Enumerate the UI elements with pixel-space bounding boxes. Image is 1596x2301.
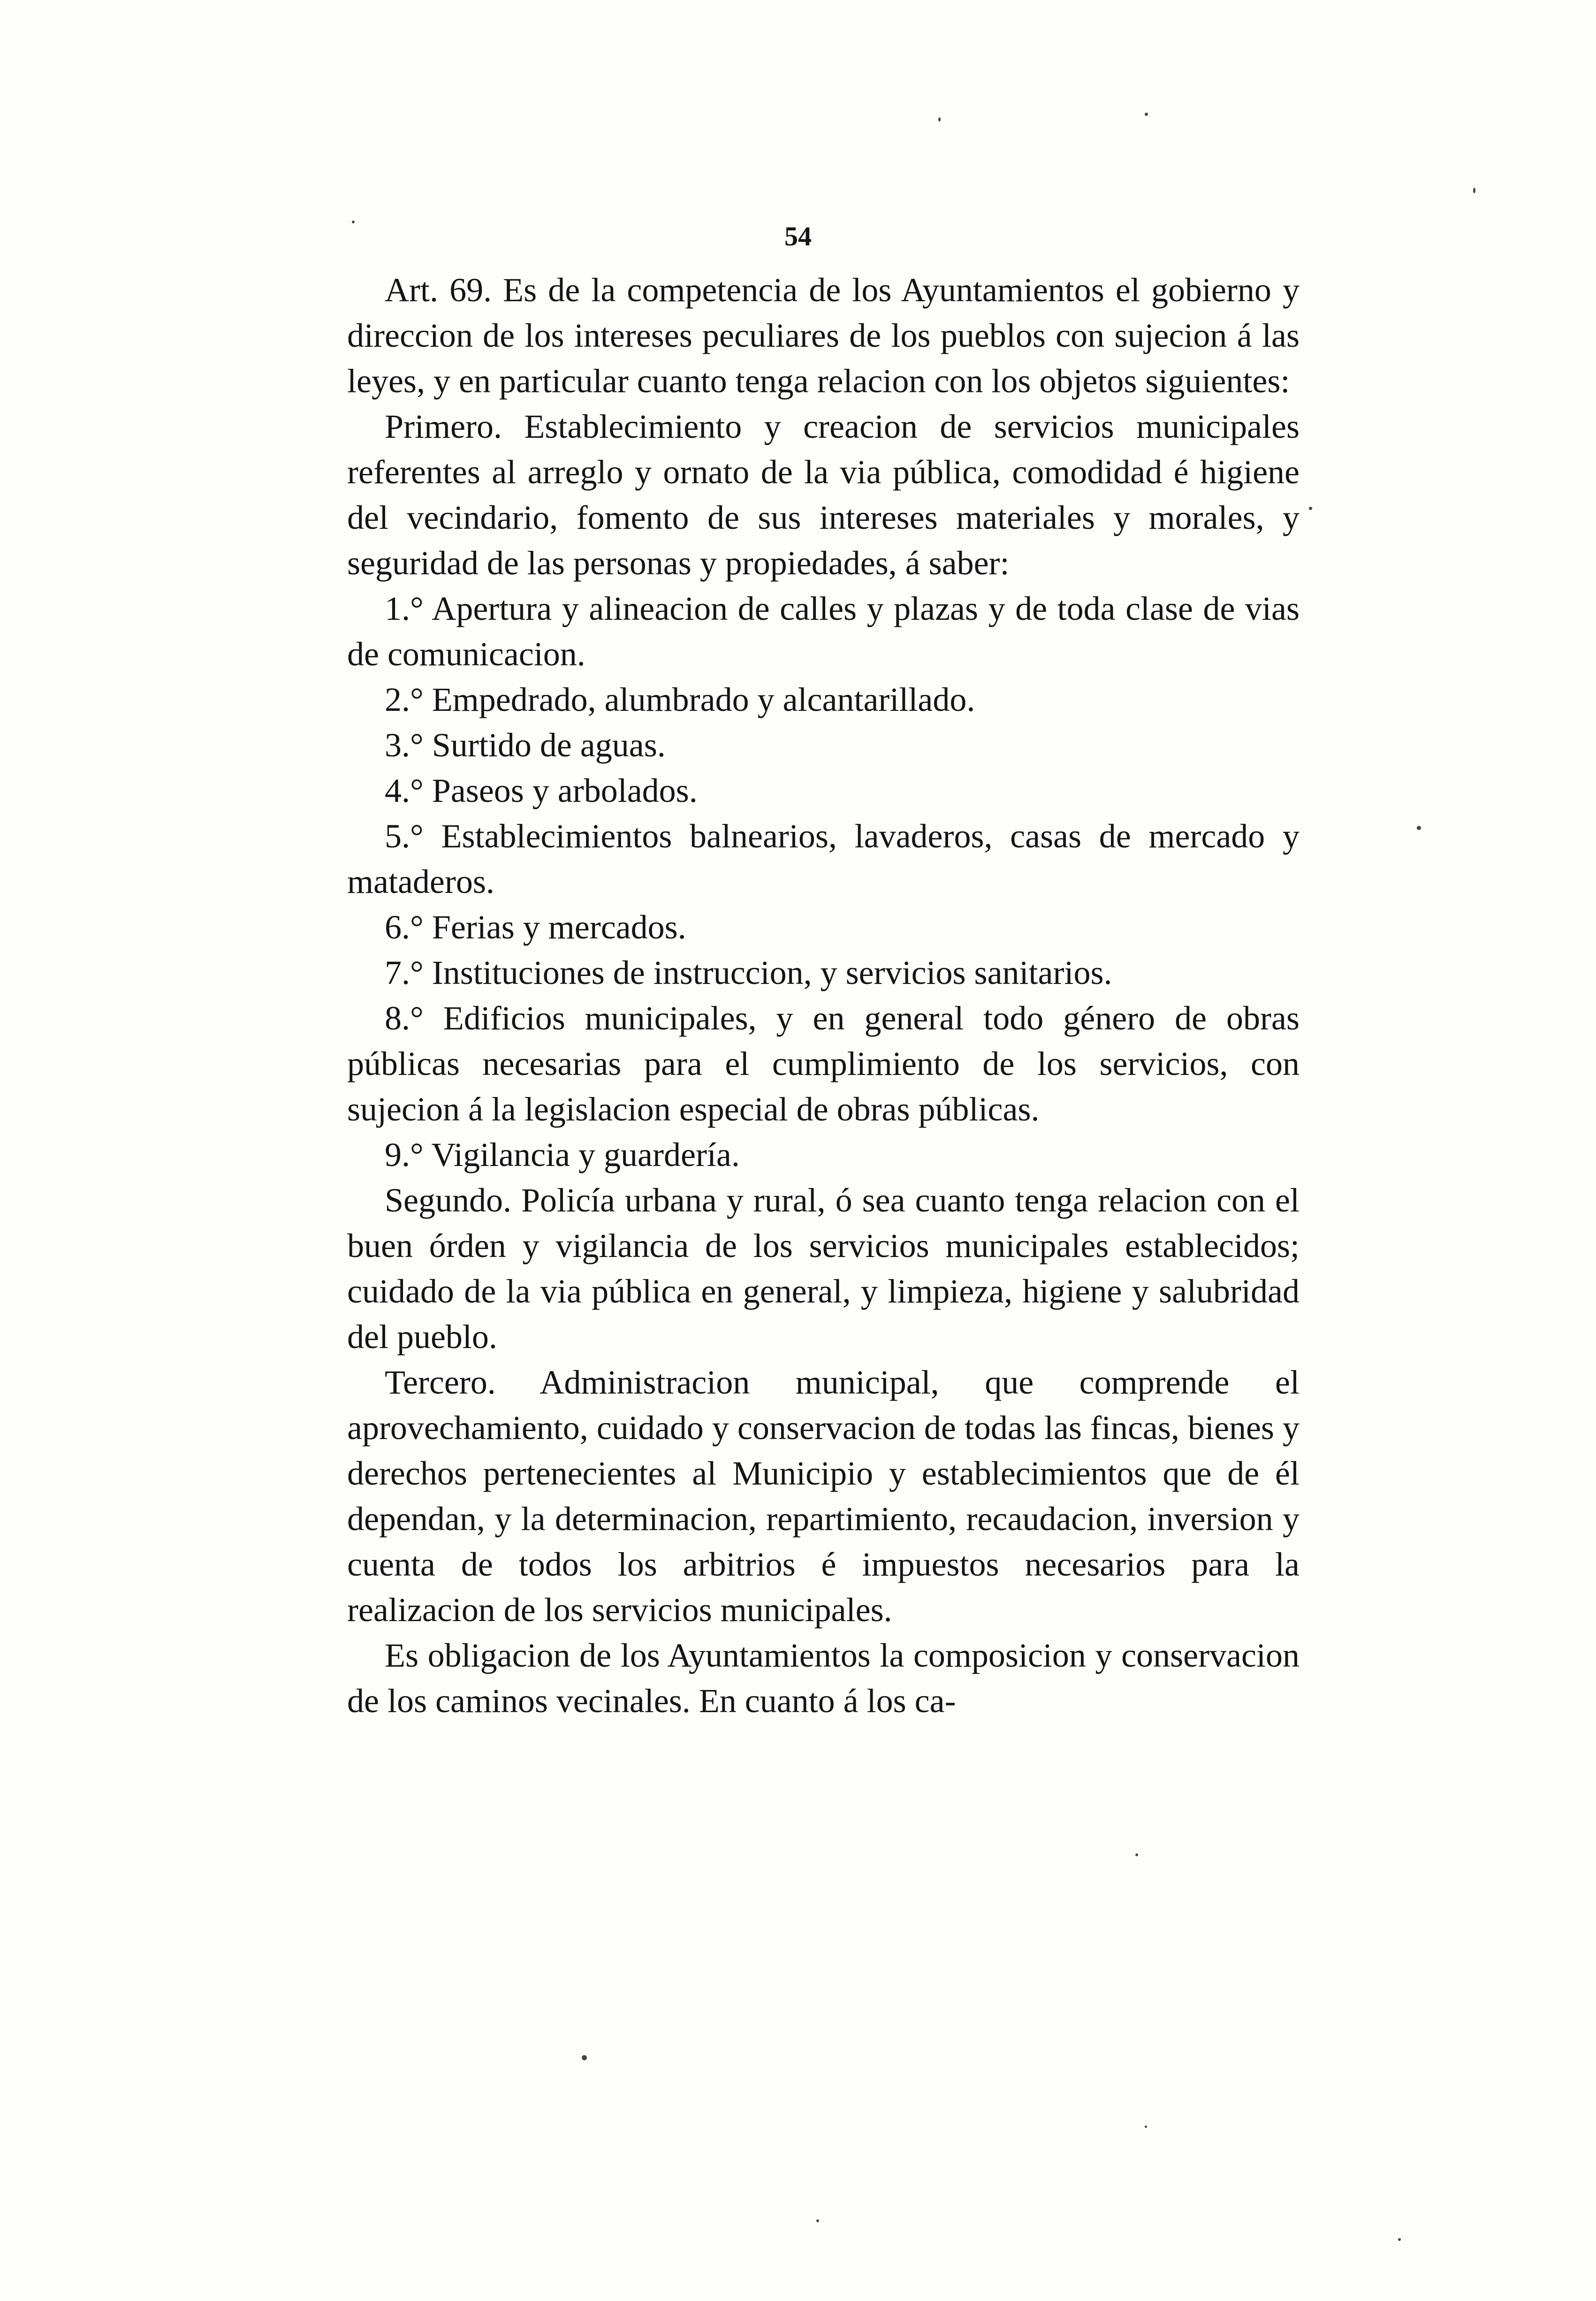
scan-speck — [1145, 2126, 1147, 2128]
primero-paragraph: Primero. Establecimiento y creacion de servicios municipales referentes al arreglo y ornato de la via pública, comodidad é higiene del vecindario, fomento de sus intereses materiales y morales, y seguridad de las personas y propiedades, á saber: — [347, 408, 1300, 582]
scan-speck — [582, 2055, 587, 2060]
scan-speck — [1473, 188, 1475, 193]
list-item: 6.° Ferias y mercados. — [385, 908, 686, 946]
body-text — [347, 267, 1300, 1724]
segundo-paragraph: Segundo. Policía urbana y rural, ó sea cuanto tenga relacion con el buen órden y vigilancia de los servicios municipales establecidos; cuidado de la via pública en general, y limpieza, higiene y salubridad del pueblo. — [347, 1181, 1300, 1356]
article-69-paragraph: Art. 69. Es de la competencia de los Ayuntamientos el gobierno y direccion de los intereses peculiares de los pueblos con sujecion á las leyes, y en particular cuanto tenga relacion con los objetos siguientes: — [347, 271, 1300, 400]
list-item: 5.° Establecimientos balnearios, lavaderos, casas de mercado y mataderos. — [347, 817, 1300, 900]
scan-speck — [1309, 507, 1312, 510]
list-item: 1.° Apertura y alineacion de calles y plazas y de toda clase de vias de comunicacion. — [347, 590, 1300, 673]
list-item: 2.° Empedrado, alumbrado y alcantarillado. — [385, 681, 975, 718]
tercero-paragraph: Tercero. Administracion municipal, que comprende el aprovechamiento, cuidado y conservacion de todas las fincas, bienes y derechos pertenecientes al Municipio y establecimientos que de él dependan, y la determinacion, repartimiento, recaudacion, inversion y cuenta de todos los arbitrios é impuestos necesarios para la realizacion de los servicios municipales. — [347, 1364, 1300, 1629]
page-number: 54 — [784, 221, 812, 251]
scan-speck — [1145, 113, 1148, 116]
list-item: 8.° Edificios municipales, y en general todo género de obras públicas necesarias para el cumplimiento de los servicios, con sujecion á la legislacion especial de obras públicas. — [347, 999, 1300, 1128]
scan-speck — [816, 2219, 819, 2222]
list-item: 4.° Paseos y arbolados. — [385, 772, 698, 809]
list-item: 9.° Vigilancia y guardería. — [385, 1136, 740, 1173]
list-item: 7.° Instituciones de instruccion, y servicios sanitarios. — [385, 954, 1112, 991]
scan-speck — [1417, 826, 1421, 830]
scan-speck — [352, 221, 355, 223]
scan-speck — [938, 117, 941, 122]
list-item: 3.° Surtido de aguas. — [385, 726, 666, 764]
obligacion-paragraph: Es obligacion de los Ayuntamientos la composicion y conservacion de los caminos vecinales. En cuanto á los ca- — [347, 1637, 1300, 1720]
scan-speck — [1398, 2238, 1401, 2241]
scan-speck — [1135, 1853, 1138, 1856]
